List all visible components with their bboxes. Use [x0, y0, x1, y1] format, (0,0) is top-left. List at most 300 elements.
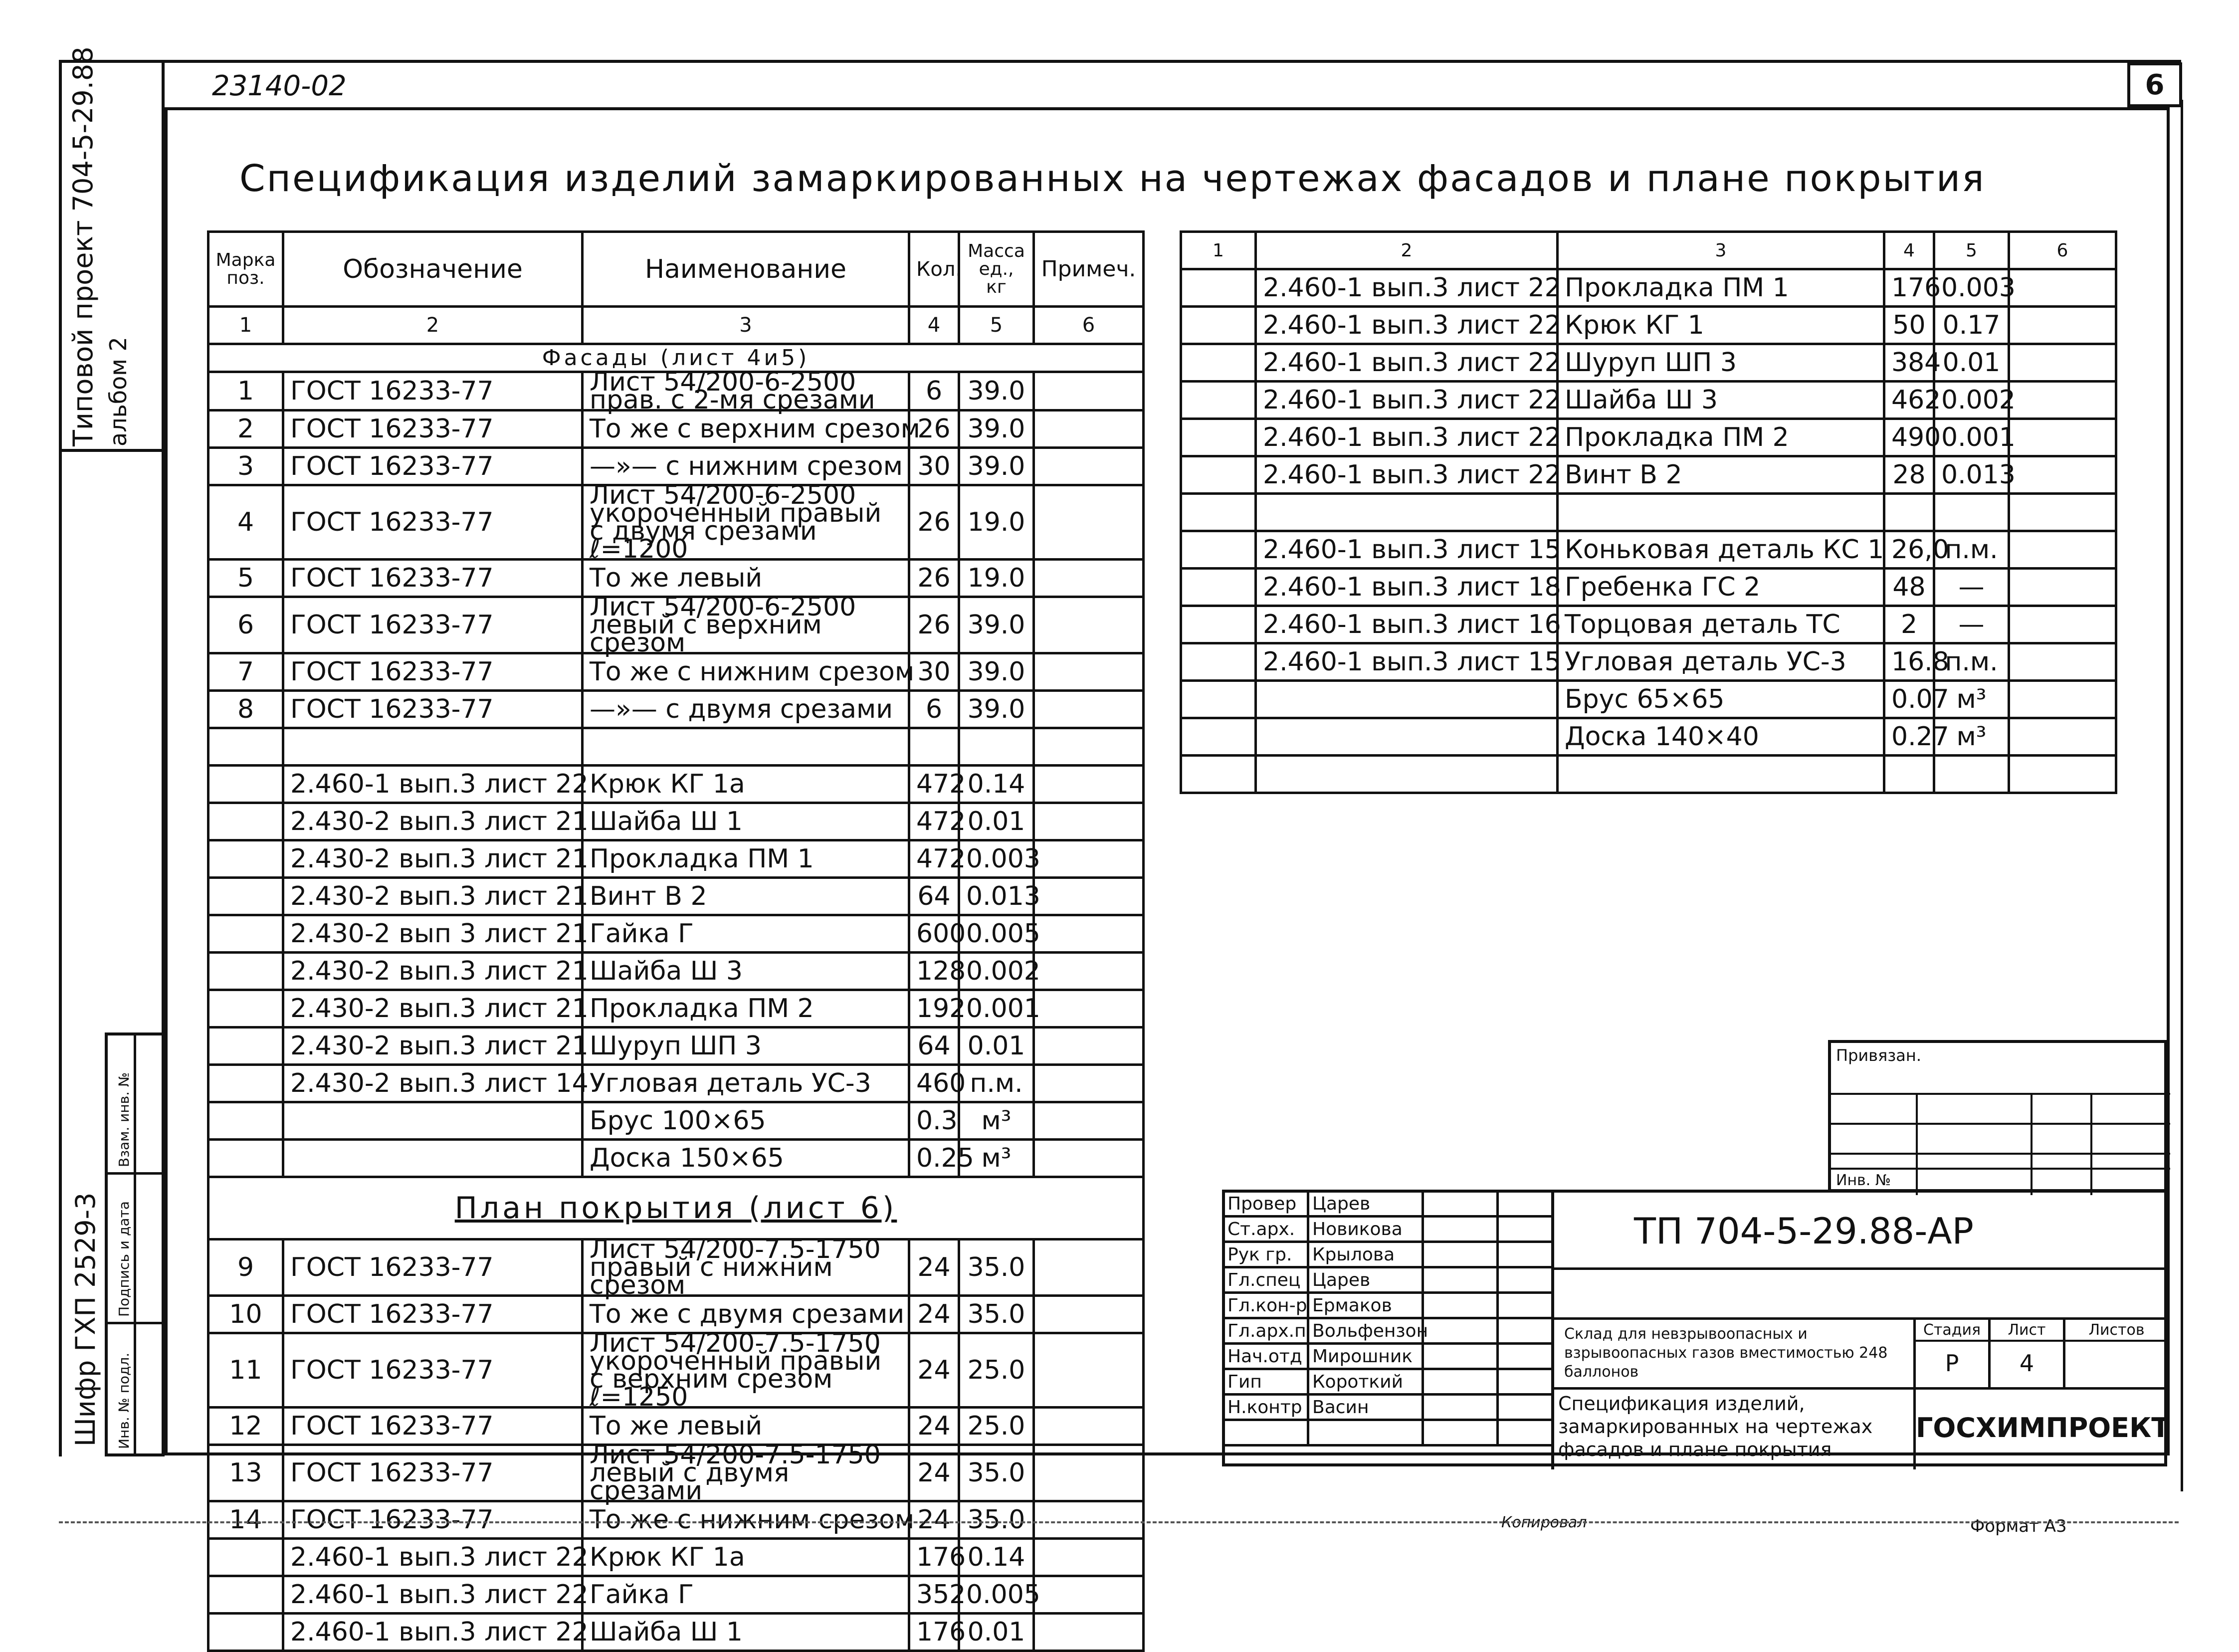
row-mass	[959, 728, 1034, 766]
row-qty: 28	[1884, 456, 1934, 494]
row-designation: 2.460-1 вып.3 лист 16	[1256, 606, 1558, 643]
row-note	[2009, 681, 2116, 718]
table-row	[208, 840, 1144, 878]
table-row	[1181, 344, 2116, 382]
row-mass: 35.0	[959, 1445, 1034, 1501]
row-qty: 0.25	[909, 1140, 959, 1177]
row-qty: 6	[909, 691, 959, 728]
row-designation: 2.460-1 вып.3 лист 22	[1256, 344, 1558, 382]
row-mark: 6	[208, 597, 283, 653]
table-row	[1181, 606, 2116, 643]
row-qty	[1884, 756, 1934, 793]
row-name: Лист 54/200-7.5-1750 укороченный правый с верхним срезом ℓ=1250	[583, 1333, 909, 1408]
row-note	[2009, 756, 2116, 793]
attach-vline	[1916, 1093, 1918, 1195]
row-designation: 2.430-2 вып.3 лист 21	[283, 953, 583, 990]
table-row	[208, 691, 1144, 728]
table-row	[208, 1501, 1144, 1539]
row-mark	[1181, 643, 1256, 681]
row-name: Шайба Ш 1	[583, 803, 909, 840]
row-mass: 39.0	[959, 653, 1034, 691]
row-note	[1034, 953, 1144, 990]
row-name: Угловая деталь УС-3	[1558, 643, 1884, 681]
row-qty	[909, 728, 959, 766]
signer-role: Гл.спец	[1223, 1267, 1308, 1293]
row-mass: 35.0	[959, 1501, 1034, 1539]
row-mark	[208, 803, 283, 840]
row-designation: 2.460-1 вып.3 лист 22	[283, 1614, 583, 1651]
row-note	[1034, 915, 1144, 953]
col-header-note: Примеч.	[1034, 232, 1144, 307]
row-mass: —	[1934, 606, 2009, 643]
signature-row	[1223, 1267, 1553, 1293]
attach-label: Привязан.	[1836, 1046, 1921, 1065]
row-note	[1034, 1102, 1144, 1140]
table-row	[1181, 569, 2116, 606]
section-roof-plan: План покрытия (лист 6)	[208, 1177, 1144, 1239]
row-qty: 462	[1884, 382, 1934, 419]
row-mass	[1934, 756, 2009, 793]
row-note	[2009, 456, 2116, 494]
row-note	[1034, 1140, 1144, 1177]
row-name: Лист 54/200-6-2500 прав. с 2-мя срезами	[583, 372, 909, 411]
row-mark: 4	[208, 485, 283, 560]
row-mark	[208, 1028, 283, 1065]
row-note	[1034, 560, 1144, 597]
row-note	[1034, 597, 1144, 653]
row-mass: 19.0	[959, 560, 1034, 597]
row-name: Гайка Г	[583, 915, 909, 953]
signer-role: Нач.отд	[1223, 1344, 1308, 1369]
signature-row	[1223, 1395, 1553, 1420]
row-designation: 2.430-2 вып.3 лист 21	[283, 803, 583, 840]
signature-row	[1223, 1293, 1553, 1318]
row-mass: м³	[1934, 718, 2009, 756]
row-note	[1034, 1539, 1144, 1576]
row-qty: 64	[909, 878, 959, 915]
col-number-row	[208, 307, 1144, 344]
row-note	[2009, 531, 2116, 569]
table-row	[1181, 419, 2116, 456]
table-row	[208, 878, 1144, 915]
row-name: Угловая деталь УС-3	[583, 1065, 909, 1102]
row-designation: 2.460-1 вып.3 лист 22	[283, 1576, 583, 1614]
row-mark	[208, 1140, 283, 1177]
row-note	[1034, 1296, 1144, 1333]
row-qty: 6	[909, 372, 959, 411]
row-qty: 472	[909, 766, 959, 803]
signature-cell	[1423, 1318, 1498, 1344]
table-row	[208, 1408, 1144, 1445]
col-header-name: Наименование	[583, 232, 909, 307]
row-mark: 13	[208, 1445, 283, 1501]
row-qty: 64	[909, 1028, 959, 1065]
row-mark	[1181, 382, 1256, 419]
row-mark: 5	[208, 560, 283, 597]
side-sign-row-divider1	[105, 1172, 165, 1175]
row-designation: ГОСТ 16233-77	[283, 372, 583, 411]
date-cell	[1498, 1267, 1553, 1293]
row-note	[2009, 307, 2116, 344]
doc-code: 23140-02	[212, 70, 347, 102]
row-mass: 0.013	[1934, 456, 2009, 494]
row-note	[2009, 382, 2116, 419]
frame-right-double	[2181, 100, 2183, 1491]
signer-role: Н.контр	[1223, 1395, 1308, 1420]
row-qty: 24	[909, 1333, 959, 1408]
date-cell	[1498, 1293, 1553, 1318]
row-note	[1034, 485, 1144, 560]
row-mark	[1181, 419, 1256, 456]
row-note	[1034, 990, 1144, 1028]
table-row	[208, 990, 1144, 1028]
row-qty	[1884, 494, 1934, 531]
table-row	[208, 1614, 1144, 1651]
row-designation: ГОСТ 16233-77	[283, 448, 583, 485]
row-note	[1034, 1501, 1144, 1539]
row-mark: 2	[208, 411, 283, 448]
row-designation: ГОСТ 16233-77	[283, 1501, 583, 1539]
col-number: 1	[1181, 232, 1256, 269]
attach-line	[1831, 1123, 2170, 1125]
row-mass: 0.002	[959, 953, 1034, 990]
row-mark: 8	[208, 691, 283, 728]
signer-name: Короткий	[1308, 1369, 1423, 1395]
row-note	[1034, 803, 1144, 840]
table-row	[1181, 494, 2116, 531]
signer-role: Гип	[1223, 1369, 1308, 1395]
row-name: Крюк КГ 1	[1558, 307, 1884, 344]
signer-name: Мирошник	[1308, 1344, 1423, 1369]
row-name: Винт В 2	[583, 878, 909, 915]
row-qty: 176	[909, 1614, 959, 1651]
row-qty: 24	[909, 1445, 959, 1501]
row-name: Шайба Ш 3	[1558, 382, 1884, 419]
row-qty: 0.07	[1884, 681, 1934, 718]
row-mass: 0.01	[959, 1028, 1034, 1065]
side-sign-col-divider	[134, 1032, 136, 1456]
row-name: Крюк КГ 1а	[583, 1539, 909, 1576]
row-designation: ГОСТ 16233-77	[283, 485, 583, 560]
footer-dashed-line	[59, 1521, 2179, 1523]
row-note	[1034, 448, 1144, 485]
row-mark	[1181, 718, 1256, 756]
signature-row	[1223, 1242, 1553, 1267]
row-designation: 2.460-1 вып.3 лист 22	[1256, 456, 1558, 494]
side-cipher-label: Шифр ГХП 2529-3	[70, 1192, 101, 1446]
row-name: Прокладка ПМ 2	[583, 990, 909, 1028]
row-mass: 0.001	[1934, 419, 2009, 456]
date-cell	[1498, 1217, 1553, 1242]
row-mark	[208, 990, 283, 1028]
row-mass: 25.0	[959, 1408, 1034, 1445]
section-row	[208, 1177, 1144, 1239]
row-note	[1034, 1028, 1144, 1065]
row-note	[1034, 372, 1144, 411]
title-hline	[1551, 1267, 2167, 1270]
row-designation: 2.460-1 вып.3 лист 15	[1256, 531, 1558, 569]
signature-cell	[1423, 1293, 1498, 1318]
title-hline	[1551, 1317, 2167, 1320]
row-mark: 12	[208, 1408, 283, 1445]
row-mark	[208, 915, 283, 953]
row-qty: 26,0	[1884, 531, 1934, 569]
col-number: 4	[1884, 232, 1934, 269]
title-block	[1222, 1190, 2170, 1466]
row-mass: 0.01	[959, 803, 1034, 840]
attach-inv: Инв. №	[1836, 1172, 1891, 1189]
row-mass: 0.002	[1934, 382, 2009, 419]
row-name: Крюк КГ 1а	[583, 766, 909, 803]
side-col-inv: Инв. № подл.	[116, 1352, 132, 1449]
row-name: То же с верхним срезом	[583, 411, 909, 448]
sheets-label: Листов	[2088, 1321, 2145, 1339]
row-mark	[208, 1576, 283, 1614]
row-name	[1558, 494, 1884, 531]
organization-name: ГОСХИМПРОЕКТ	[1916, 1412, 2170, 1444]
signer-role: Рук гр.	[1223, 1242, 1308, 1267]
col-number: 1	[208, 307, 283, 344]
attach-vline	[2031, 1093, 2033, 1195]
row-mark	[208, 766, 283, 803]
table-row	[1181, 269, 2116, 307]
row-qty: 26	[909, 560, 959, 597]
row-note	[1034, 653, 1144, 691]
row-mark	[1181, 606, 1256, 643]
row-mass: 25.0	[959, 1333, 1034, 1408]
header-row	[208, 232, 1144, 307]
right-spec-table	[1180, 230, 2117, 794]
row-qty: 192	[909, 990, 959, 1028]
sheet-corner-box	[2127, 62, 2182, 107]
col-number: 5	[959, 307, 1034, 344]
row-designation: 2.460-1 вып.3 лист 22	[283, 1539, 583, 1576]
signature-row	[1223, 1217, 1553, 1242]
row-mass: 0.14	[959, 1539, 1034, 1576]
table-row	[208, 1028, 1144, 1065]
attach-vline	[2090, 1093, 2092, 1195]
row-mark	[208, 728, 283, 766]
row-qty: 176	[909, 1539, 959, 1576]
signature-cell	[1423, 1267, 1498, 1293]
row-mark: 7	[208, 653, 283, 691]
row-note	[1034, 840, 1144, 878]
row-note	[1034, 1445, 1144, 1501]
row-note	[2009, 419, 2116, 456]
table-row	[208, 1576, 1144, 1614]
row-mark	[208, 878, 283, 915]
signer-name: Царев	[1308, 1267, 1423, 1293]
table-row	[208, 1102, 1144, 1140]
table-row	[208, 953, 1144, 990]
row-qty: 30	[909, 653, 959, 691]
row-mass: 0.17	[1934, 307, 2009, 344]
row-name	[1558, 756, 1884, 793]
row-designation: ГОСТ 16233-77	[283, 653, 583, 691]
col-header-designation: Обозначение	[283, 232, 583, 307]
side-album-label: альбом 2	[105, 337, 132, 446]
row-mass: п.м.	[959, 1065, 1034, 1102]
row-qty: 48	[1884, 569, 1934, 606]
document-number: ТП 704-5-29.88-АР	[1634, 1210, 1974, 1252]
row-mark	[1181, 494, 1256, 531]
col-number: 5	[1934, 232, 2009, 269]
date-cell	[1498, 1344, 1553, 1369]
row-designation	[1256, 681, 1558, 718]
table-row	[208, 1239, 1144, 1296]
row-name: Прокладка ПМ 1	[1558, 269, 1884, 307]
signature-cell	[1423, 1242, 1498, 1267]
row-qty: 24	[909, 1296, 959, 1333]
row-name: Лист 54/200-6-2500 левый с верхним срезом	[583, 597, 909, 653]
row-mark	[1181, 344, 1256, 382]
row-mass: п.м.	[1934, 531, 2009, 569]
row-name: Лист 54/200-7.5-1750 левый с двумя срезами	[583, 1445, 909, 1501]
col-number: 3	[583, 307, 909, 344]
attach-line	[1831, 1093, 2170, 1095]
title-hline	[1913, 1340, 2168, 1342]
col-number: 4	[909, 307, 959, 344]
row-name: То же с нижним срезом	[583, 653, 909, 691]
row-designation: 2.430-2 вып.3 лист 21	[283, 1028, 583, 1065]
row-name: Брус 100×65	[583, 1102, 909, 1140]
row-note	[2009, 606, 2116, 643]
object-name: Склад для невзрывоопасных и взрывоопасных газов вместимостью 248 баллонов	[1564, 1325, 1888, 1381]
row-qty: 26	[909, 485, 959, 560]
row-qty: 24	[909, 1239, 959, 1296]
table-row	[208, 560, 1144, 597]
page-title: Спецификация изделий замаркированных на чертежах фасадов и плане покрытия	[239, 157, 1986, 200]
row-mark	[208, 953, 283, 990]
row-mark	[208, 1102, 283, 1140]
row-qty: 490	[1884, 419, 1934, 456]
signer-role: Гл.арх.п	[1223, 1318, 1308, 1344]
date-cell	[1498, 1318, 1553, 1344]
row-name: Гребенка ГС 2	[1558, 569, 1884, 606]
row-designation: ГОСТ 16233-77	[283, 560, 583, 597]
copied-label: Копировал	[1501, 1514, 1587, 1531]
col-number-row	[1181, 232, 2116, 269]
row-mass: 39.0	[959, 372, 1034, 411]
row-name: —»— с нижним срезом	[583, 448, 909, 485]
row-mass: 35.0	[959, 1296, 1034, 1333]
title-hline	[1551, 1387, 2167, 1390]
row-name: То же с двумя срезами	[583, 1296, 909, 1333]
col-number: 2	[1256, 232, 1558, 269]
row-name: То же левый	[583, 560, 909, 597]
signer-name: Вольфензон	[1308, 1318, 1423, 1344]
row-mark	[1181, 681, 1256, 718]
signature-row	[1223, 1191, 1553, 1217]
row-mark	[1181, 756, 1256, 793]
table-row	[1181, 382, 2116, 419]
row-qty: 24	[909, 1408, 959, 1445]
row-name: Шуруп ШП 3	[1558, 344, 1884, 382]
row-note	[2009, 269, 2116, 307]
row-qty: 26	[909, 411, 959, 448]
date-cell	[1498, 1395, 1553, 1420]
left-spec-table	[207, 230, 1145, 1652]
row-qty: 128	[909, 953, 959, 990]
sheet-label: Лист	[2008, 1321, 2046, 1339]
row-mass: 0.003	[959, 840, 1034, 878]
date-cell	[1498, 1242, 1553, 1267]
row-designation: ГОСТ 16233-77	[283, 691, 583, 728]
row-name: Винт В 2	[1558, 456, 1884, 494]
table-row	[1181, 531, 2116, 569]
table-row	[1181, 718, 2116, 756]
col-header-mark: Марка поз.	[208, 232, 283, 307]
row-mass: 0.005	[959, 1576, 1034, 1614]
row-note	[2009, 494, 2116, 531]
row-mark	[208, 1614, 283, 1651]
row-name: Гайка Г	[583, 1576, 909, 1614]
table-row	[208, 372, 1144, 411]
table-row	[208, 411, 1144, 448]
signature-cell	[1423, 1395, 1498, 1420]
row-qty: 0.3	[909, 1102, 959, 1140]
row-mark	[1181, 569, 1256, 606]
table-row	[208, 915, 1144, 953]
date-cell	[1498, 1369, 1553, 1395]
row-mass: 39.0	[959, 411, 1034, 448]
row-name: —»— с двумя срезами	[583, 691, 909, 728]
row-mass: 0.003	[1934, 269, 2009, 307]
table-row	[208, 1333, 1144, 1408]
row-mass: 39.0	[959, 691, 1034, 728]
row-designation: ГОСТ 16233-77	[283, 1296, 583, 1333]
signature-cell	[1423, 1369, 1498, 1395]
row-designation: 2.460-1 вып.3 лист 22	[1256, 419, 1558, 456]
table-row	[208, 1296, 1144, 1333]
signer-name: Царев	[1308, 1191, 1423, 1217]
format-label: Формат А3	[1970, 1516, 2067, 1536]
row-name: Шуруп ШП 3	[583, 1028, 909, 1065]
signature-row	[1223, 1369, 1553, 1395]
table-row	[208, 1539, 1144, 1576]
row-note	[2009, 344, 2116, 382]
row-note	[1034, 1576, 1144, 1614]
table-row	[1181, 307, 2116, 344]
col-number: 6	[2009, 232, 2116, 269]
table-row	[208, 485, 1144, 560]
row-note	[1034, 411, 1144, 448]
row-note	[1034, 1065, 1144, 1102]
row-note	[1034, 1614, 1144, 1651]
row-note	[1034, 691, 1144, 728]
attach-line	[1831, 1153, 2170, 1155]
row-mark: 14	[208, 1501, 283, 1539]
row-name: Прокладка ПМ 2	[1558, 419, 1884, 456]
row-name: Лист 54/200-7.5-1750 правый с нижним срезом	[583, 1239, 909, 1296]
table-row	[208, 1140, 1144, 1177]
row-designation: ГОСТ 16233-77	[283, 597, 583, 653]
row-mark: 10	[208, 1296, 283, 1333]
row-qty: 352	[909, 1576, 959, 1614]
table-row	[208, 1065, 1144, 1102]
side-strip-divider	[59, 449, 165, 452]
row-note	[1034, 728, 1144, 766]
row-name: Брус 65×65	[1558, 681, 1884, 718]
row-qty: 26	[909, 597, 959, 653]
row-mass: —	[1934, 569, 2009, 606]
row-qty: 16.8	[1884, 643, 1934, 681]
row-qty: 384	[1884, 344, 1934, 382]
row-designation: ГОСТ 16233-77	[283, 1445, 583, 1501]
signature-cell	[1423, 1191, 1498, 1217]
row-mass: 39.0	[959, 448, 1034, 485]
row-mark	[208, 840, 283, 878]
